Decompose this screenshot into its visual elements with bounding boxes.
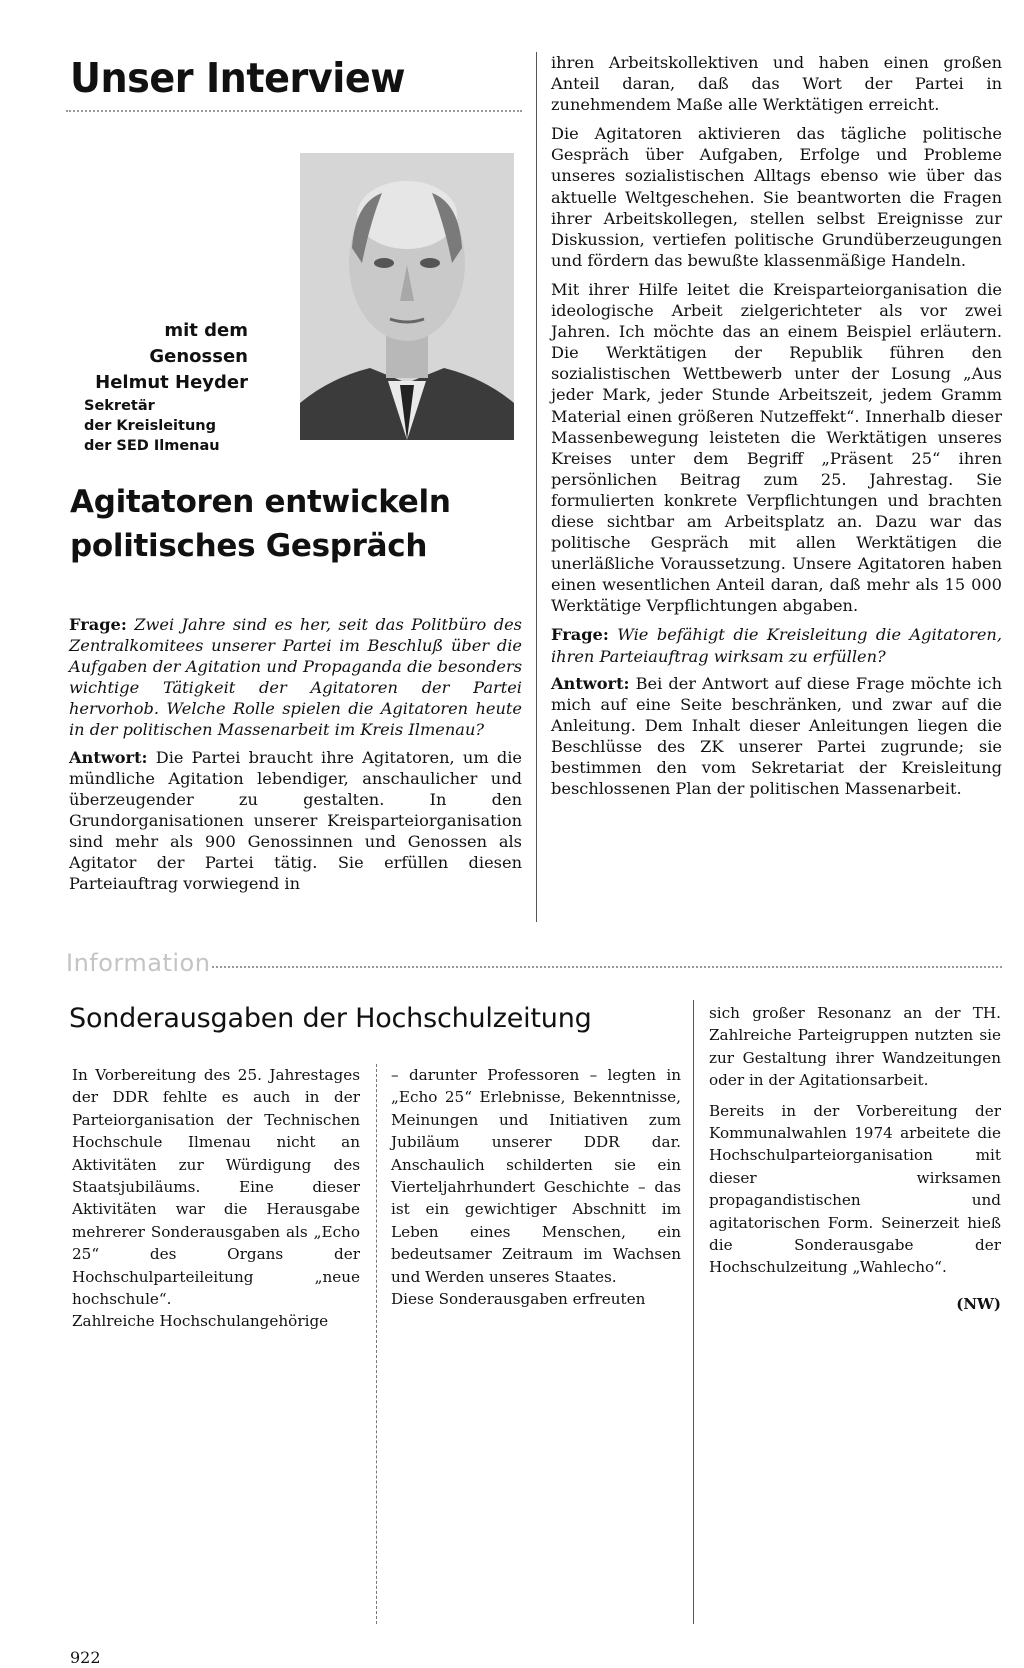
info-col2-paragraph: – darunter Professoren – legten in „Echo 25“ Erlebnisse, Bekenntnisse, Meinungen und Initiativen zum Jubiläum unserer DDR dar. Anschaulich schilderten sie ein Vierteljahrhundert Geschichte – das ist ein gewichtiger Abschnitt im Leben eines Menschen, ein bedeutsamer Zeitraum im Wachsen und Werden unseres Staates. [391, 1066, 681, 1286]
left-column [69, 614, 522, 894]
info-label: Information [66, 949, 211, 977]
info-headline: Sonderausgaben der Hochschulzeitung [69, 1003, 592, 1034]
byline-org: der Kreisleitung [84, 418, 216, 434]
info-col3-paragraph-2: Bereits in der Vorbereitung der Kommunalwahlen 1974 arbeitete die Hochschulparteiorganisation mit dieser wirksamen propagandistischen und agitatorischen Form. Seinerzeit hieß die Sonderausgabe der Hochschulzeitung „Wahlecho“. [709, 1101, 1001, 1277]
section-title: Unser Interview [70, 54, 406, 102]
byline-party: der SED Ilmenau [84, 438, 220, 454]
info-divider [212, 966, 1002, 968]
question-text: Zwei Jahre sind es her, seit das Politbüro des Zentralkomitees unserer Partei im Beschluß über die Aufgaben der Agitation und Propaganda die besonders wichtige Tätigkeit der Agitatoren der Partei hervorhob. Welche Rolle spielen die Agitatoren heute in der politischen Massenarbeit im Kreis Ilmenau? [69, 615, 522, 740]
byline-role: Sekretär [84, 398, 155, 414]
info-col3-paragraph-1: sich großer Resonanz an der TH. Zahlreiche Parteigruppen nutzten sie zur Gestaltung ihrer Wandzeitungen oder in der Agitationsarbeit. [709, 1004, 1001, 1090]
info-divider-1 [376, 1064, 377, 1624]
question-text: Wie befähigt die Kreisleitung die Agitatoren, ihren Parteiauftrag wirksam zu erfüllen? [551, 625, 1002, 666]
header-divider [66, 110, 522, 112]
question-label: Frage: [69, 615, 127, 634]
answer-text: Die Partei braucht ihre Agitatoren, um die mündliche Agitation lebendiger, anschaulicher und überzeugender zu gestalten. In den Grundorganisationen unserer Kreisparteiorganisation sind mehr als 900 Genossinnen und Genossen als Agitator der Partei tätig. Sie erfüllen diesen Parteiauftrag vorwiegend in [69, 747, 522, 894]
paragraph-2: Die Agitatoren aktivieren das tägliche politische Gespräch über Aufgaben, Erfolge und Probleme unseres sozialistischen Alltags ebenso wie über das aktuelle Weltgeschehen. Sie beantworten die Fragen ihrer Arbeitskollegen, stellen selbst Ereignisse zur Diskussion, vertiefen politische Grundüberzeugungen und fördern das bewußte klassenmäßige Handeln. [551, 124, 1002, 270]
headline-line-1: Agitatoren entwickeln [70, 484, 451, 520]
question-2 [551, 624, 1002, 666]
info-col1-continuation: Zahlreiche Hochschulangehörige [72, 1312, 329, 1331]
byline-intro: mit dem Genossen [149, 320, 248, 367]
headline-line-2: politisches Gespräch [70, 528, 428, 564]
info-column-3 [709, 1002, 1001, 1315]
info-col1-paragraph: In Vorbereitung des 25. Jahrestages der DDR fehlte es auch in der Parteiorganisation der Technischen Hochschule Ilmenau nicht an Aktivitäten zur Würdigung des Staatsjubiläums. Eine dieser Aktivitäten war die Herausgabe mehrerer Sonderausgaben als „Echo 25“ des Organs der Hochschulparteileitung „neue hochschule“. [72, 1066, 360, 1309]
portrait-illustration [300, 153, 514, 440]
article-headline [70, 480, 451, 568]
portrait-photo [300, 153, 514, 440]
byline [82, 318, 248, 456]
answer-label: Antwort: [69, 747, 148, 767]
info-column-1 [72, 1064, 360, 1333]
author-signature: (NW) [956, 1294, 1001, 1313]
answer-text: Bei der Antwort auf diese Frage möchte ich mich auf eine Seite beschränken, und zwar auf die Anleitung. Dem Inhalt dieser Anleitungen liegen die Beschlüsse des ZK unserer Partei zugrunde; sie bestimmen den vom Sekretariat der Kreisleitung beschlossenen Plan der politischen Massenarbeit. [551, 673, 1002, 799]
right-column [551, 52, 1002, 799]
question-label: Frage: [551, 625, 609, 645]
info-col2-continuation: Diese Sonderausgaben erfreuten [391, 1290, 646, 1309]
answer-1 [69, 747, 522, 895]
paragraph-1: ihren Arbeitskollektiven und haben einen großen Anteil daran, daß das Wort der Partei in zunehmendem Maße alle Werktätigen erreicht. [551, 53, 1002, 115]
column-divider [536, 52, 537, 922]
question-1 [69, 614, 522, 741]
answer-label: Antwort: [551, 673, 630, 693]
page-number: 922 [70, 1648, 101, 1667]
byline-name: Helmut Heyder [95, 372, 248, 393]
paragraph-3: Mit ihrer Hilfe leitet die Kreisparteiorganisation die ideologische Arbeit zielgerichteter als vor zwei Jahren. Ich möchte das an einem Beispiel erläutern. Die Werktätigen der Republik führen den sozialistischen Wettbewerb unter der Losung „Aus jeder Mark, jeder Stunde Arbeitszeit, jedem Gramm Material einen größeren Nutzeffekt“. Innerhalb dieser Massenbewegung leisteten die Werktätigen unseres Kreises unter dem Begriff „Präsent 25“ ihren persönlichen Beitrag zum 25. Jahrestag. Sie formulierten konkrete Verpflichtungen und brachten diese sichtbar am Arbeitsplatz an. Dazu war das politische Gespräch mit allen Werktätigen die unerläßliche Voraussetzung. Unsere Agitatoren haben einen wesentlichen Anteil daran, daß mehr als 15 000 Werktätige Verpflichtungen abgaben. [551, 279, 1002, 616]
info-column-2 [391, 1064, 681, 1310]
info-divider-2 [693, 1000, 694, 1624]
answer-2 [551, 673, 1002, 800]
